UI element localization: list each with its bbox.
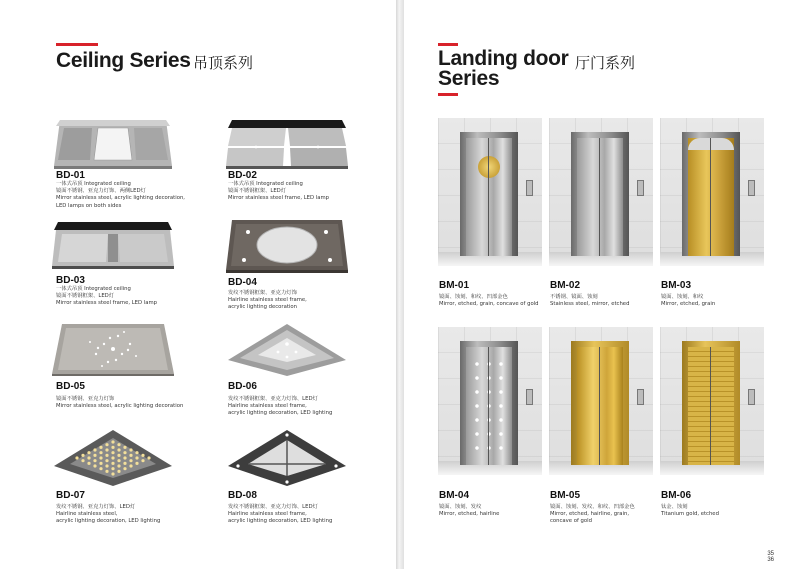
section-title-en: Ceiling Series <box>56 49 191 72</box>
item-desc: 镜面、蚀刻、和纹 Mirror, etched, grain <box>661 294 716 308</box>
door-image-bm06 <box>660 327 764 475</box>
ceiling-image-bd06 <box>226 322 348 378</box>
item-code: BD-08 <box>228 490 257 501</box>
item-code: BM-02 <box>550 280 581 291</box>
ceiling-image-bd03 <box>52 218 174 274</box>
ceiling-image-bd02 <box>226 116 348 172</box>
door-image-bm01 <box>438 118 542 266</box>
item-code: BM-01 <box>439 280 470 291</box>
section-title-cn: 厅门系列 <box>575 54 636 72</box>
title-accent-bar-bottom <box>438 93 458 96</box>
page-number: 35 36 <box>767 551 774 563</box>
item-desc: 发纹不锈钢、亚克力灯饰、LED灯 Hairline stainless steel, acrylic lighting decoration, LED lighting <box>56 504 161 525</box>
item-code: BM-04 <box>439 490 470 501</box>
item-desc: 钛金、蚀刻 Titanium gold, etched <box>661 504 719 518</box>
door-image-bm03 <box>660 118 764 266</box>
ceiling-image-bd04 <box>226 218 348 274</box>
item-desc: 镜面不锈钢、亚克力灯饰 Mirror stainless steel, acrylic lighting decoration <box>56 396 184 410</box>
item-code: BM-05 <box>550 490 581 501</box>
item-desc: 一体式吊顶 Integrated ceiling 镜面不锈钢框架、LED灯 Mirror stainless steel frame, LED lamp <box>228 181 330 202</box>
section-title-en: Landing door Series <box>438 47 569 90</box>
page-gutter <box>396 0 404 569</box>
item-code: BD-05 <box>56 381 85 392</box>
item-code: BD-04 <box>228 277 257 288</box>
item-code: BM-03 <box>661 280 692 291</box>
item-desc: 镜面、蚀刻、和纹、凹部金色 Mirror, etched, grain, concave of gold <box>439 294 539 308</box>
left-page <box>0 0 396 569</box>
item-desc: 发纹不锈钢框架、亚克力灯饰 Hairline stainless steel frame, acrylic lighting decoration <box>228 290 307 311</box>
item-desc: 一体式吊顶 Integrated ceiling 镜面不锈钢框架、LED灯 Mirror stainless steel frame, LED lamp <box>56 286 158 307</box>
section-title-cn: 吊顶系列 <box>193 54 254 72</box>
item-code: BD-01 <box>56 170 85 181</box>
ceiling-image-bd01 <box>52 116 174 172</box>
title-accent-bar <box>56 43 98 46</box>
title-accent-bar <box>438 43 458 46</box>
item-desc: 镜面、蚀刻、发纹、和纹、凹部金色 Mirror, etched, hairline, grain, concave of gold <box>550 504 635 525</box>
ceiling-image-bd07 <box>52 428 174 490</box>
item-code: BD-07 <box>56 490 85 501</box>
item-code: BD-02 <box>228 170 257 181</box>
door-image-bm04 <box>438 327 542 475</box>
item-desc: 发纹不锈钢框架、亚克力灯饰、LED灯 Hairline stainless steel frame, acrylic lighting decoration, LED lighting <box>228 396 333 417</box>
item-desc: 发纹不锈钢框架、亚克力灯饰、LED灯 Hairline stainless steel frame, acrylic lighting decoration, LED lighting <box>228 504 333 525</box>
item-desc: 镜面、蚀刻、发纹 Mirror, etched, hairline <box>439 504 500 518</box>
right-page <box>404 0 800 569</box>
item-code: BD-03 <box>56 275 85 286</box>
door-image-bm05 <box>549 327 653 475</box>
item-code: BM-06 <box>661 490 692 501</box>
door-image-bm02 <box>549 118 653 266</box>
item-desc: 一体式吊顶 Integrated ceiling 镜面不锈钢、亚克力灯饰、两侧LED灯 Mirror stainless steel, acrylic lighting decoration, LED lamps on both sides <box>56 181 185 209</box>
item-code: BD-06 <box>228 381 257 392</box>
item-desc: 不锈钢、镜面、蚀刻 Stainless steel, mirror, etched <box>550 294 630 308</box>
ceiling-image-bd08 <box>226 428 348 490</box>
ceiling-image-bd05 <box>52 322 174 378</box>
